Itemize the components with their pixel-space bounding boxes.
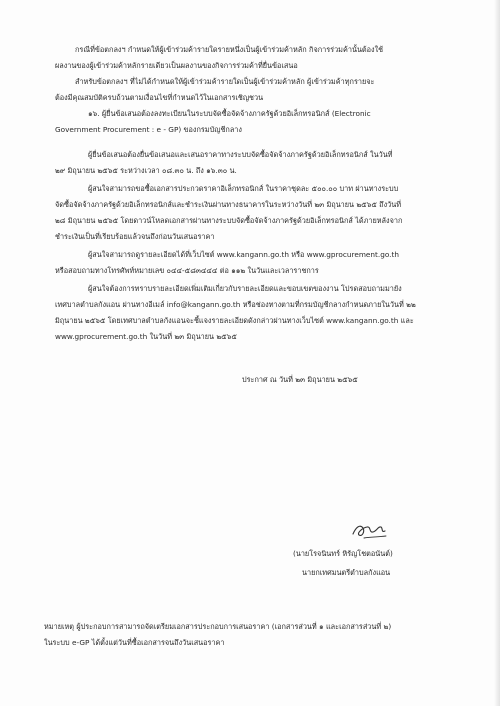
body-line-16: เทศบาลตำบลกังแอน ผ่านทางอีเมล์ info@kangann.go.th หรือช่องทางตามที่กรมบัญชีกลางกำหนดภายในวันที่ ๒๒ xyxy=(55,300,416,309)
announce-date: ประกาศ ณ วันที่ ๒๓ มิถุนายน ๒๕๖๕ xyxy=(242,375,358,384)
body-line-13: ผู้สนใจสามารถดูรายละเอียดได้ที่เว็บไซต์ www.kangann.go.th หรือ www.gprocurement.go.th xyxy=(88,250,399,259)
body-line-3: สำหรับข้อตกลงฯ ที่ไม่ได้กำหนดให้ผู้เข้าร่วมค้ารายใดเป็นผู้เข้าร่วมค้าหลัก ผู้เข้าร่วมค้าทุกรายจะ xyxy=(75,77,375,86)
body-line-7: ผู้ยื่นข้อเสนอต้องยื่นข้อเสนอและเสนอราคาทางระบบจัดซื้อจัดจ้างภาครัฐด้วยอิเล็กทรอนิกส์ ในวันที่ xyxy=(88,150,393,159)
remark-line-2: ในระบบ e-GP ได้ตั้งแต่วันที่ซื้อเอกสารจนถึงวันเสนอราคา xyxy=(44,638,225,647)
body-line-14: หรือสอบถามทางโทรศัพท์หมายเลข ๐๔๔-๕๘๓๔๔๔ ต่อ ๑๑๒ ในวันและเวลาราชการ xyxy=(55,266,319,275)
body-line-10: จัดซื้อจัดจ้างภาครัฐด้วยอิเล็กทรอนิกส์และชำระเงินผ่านทางธนาคารในระหว่างวันที่ ๒๓ มิถุนายน ๒๕๖๕ ถึงวันที่ xyxy=(55,200,402,209)
remark-line-1: หมายเหตุ ผู้ประกอบการสามารถจัดเตรียมเอกสารประกอบการเสนอราคา (เอกสารส่วนที่ ๑ และเอกสารส่วนที่ ๒) xyxy=(44,622,392,631)
body-line-9: ผู้สนใจสามารถขอซื้อเอกสารประกวดราคาอิเล็กทรอนิกส์ ในราคาชุดละ ๕๐๐.๐๐ บาท ผ่านทางระบบ xyxy=(88,184,399,193)
page-edge-shadow xyxy=(494,0,500,706)
body-line-11: ๒๘ มิถุนายน ๒๕๖๕ โดยดาวน์โหลดเอกสารผ่านทางระบบจัดซื้อจัดจ้างภาครัฐด้วยอิเล็กทรอนิกส์ ได้ภายหลังจาก xyxy=(55,216,403,225)
body-line-6: Government Procurement : e - GP) ของกรมบัญชีกลาง xyxy=(55,125,242,134)
body-line-18: www.gprocurement.go.th ในวันที่ ๒๓ มิถุนายน ๒๕๖๕ xyxy=(55,332,237,341)
signer-name: (นายโรจนินทร์ หิรัญโชตอนันต์) xyxy=(293,549,393,558)
body-line-8: ๒๙ มิถุนายน ๒๕๖๕ ระหว่างเวลา ๐๘.๓๐ น. ถึง ๑๖.๓๐ น. xyxy=(55,166,237,175)
body-line-2: ผลงานของผู้เข้าร่วมค้าหลักรายเดียวเป็นผลงานของกิจการร่วมค้าที่ยื่นข้อเสนอ xyxy=(55,61,298,70)
body-line-12: ชำระเงินเป็นที่เรียบร้อยแล้วจนถึงก่อนวันเสนอราคา xyxy=(55,232,215,241)
body-line-4: ต้องมีคุณสมบัติครบถ้วนตามเงื่อนไขที่กำหนดไว้ในเอกสารเชิญชวน xyxy=(55,93,264,102)
body-line-17: มิถุนายน ๒๕๖๕ โดยเทศบาลตำบลกังแอนจะชี้แจงรายละเอียดดังกล่าวผ่านทางเว็บไซต์ www.kangann.go.th และ xyxy=(55,316,414,325)
signature-image xyxy=(350,518,390,542)
body-line-5: ๑๖. ผู้ยื่นข้อเสนอต้องลงทะเบียนในระบบจัดซื้อจัดจ้างภาครัฐด้วยอิเล็กทรอนิกส์ (Electronic xyxy=(88,109,371,118)
body-line-1: กรณีที่ข้อตกลงฯ กำหนดให้ผู้เข้าร่วมค้ารายใดรายหนึ่งเป็นผู้เข้าร่วมค้าหลัก กิจการร่วมค้านั้นต้องใช้ xyxy=(75,45,384,54)
signer-title: นายกเทศมนตรีตำบลกังแอน xyxy=(302,568,391,577)
body-line-15: ผู้สนใจต้องการทราบรายละเอียดเพิ่มเติมเกี่ยวกับรายละเอียดและขอบเขตของงาน โปรดสอบถามมายัง xyxy=(88,284,402,293)
